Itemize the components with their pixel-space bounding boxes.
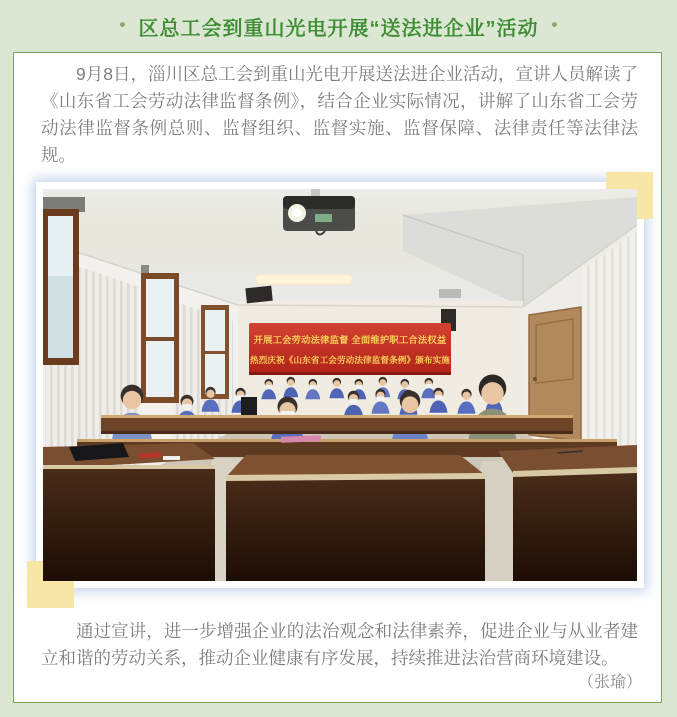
title-bullet-left: • [119,15,126,34]
article-header [0,0,677,52]
title-bullet-right: • [551,15,558,34]
article-content-box [13,52,662,703]
article-title: 区总工会到重山光电开展“送法进企业”活动 [138,17,539,40]
paragraph-1: 9月8日，淄川区总工会到重山光电开展送法进企业活动，宣讲人员解读了《山东省工会劳动法律监督条例》，结合企业实际情况，讲解了山东省工会劳动法律监督条例总则、监督组织、监督实施、监督保障、法律责任等法律法规。 [41,64,638,165]
paragraph-2: 通过宣讲，进一步增强企业的法治观念和法律素养，促进企业与从业者建立和谐的劳动关系，推动企业健康有序发展，持续推进法治营商环境建设。 [41,621,638,668]
foreground-desks [43,443,637,581]
banner-text-line2: 热烈庆祝《山东省工会劳动法律监督条例》颁布实施 [250,355,450,365]
classroom-photo [43,189,637,581]
banner-text-line1: 开展工会劳动法律监督 全面维护职工合法权益 [253,335,447,345]
byline: （张瑜） [577,674,642,691]
